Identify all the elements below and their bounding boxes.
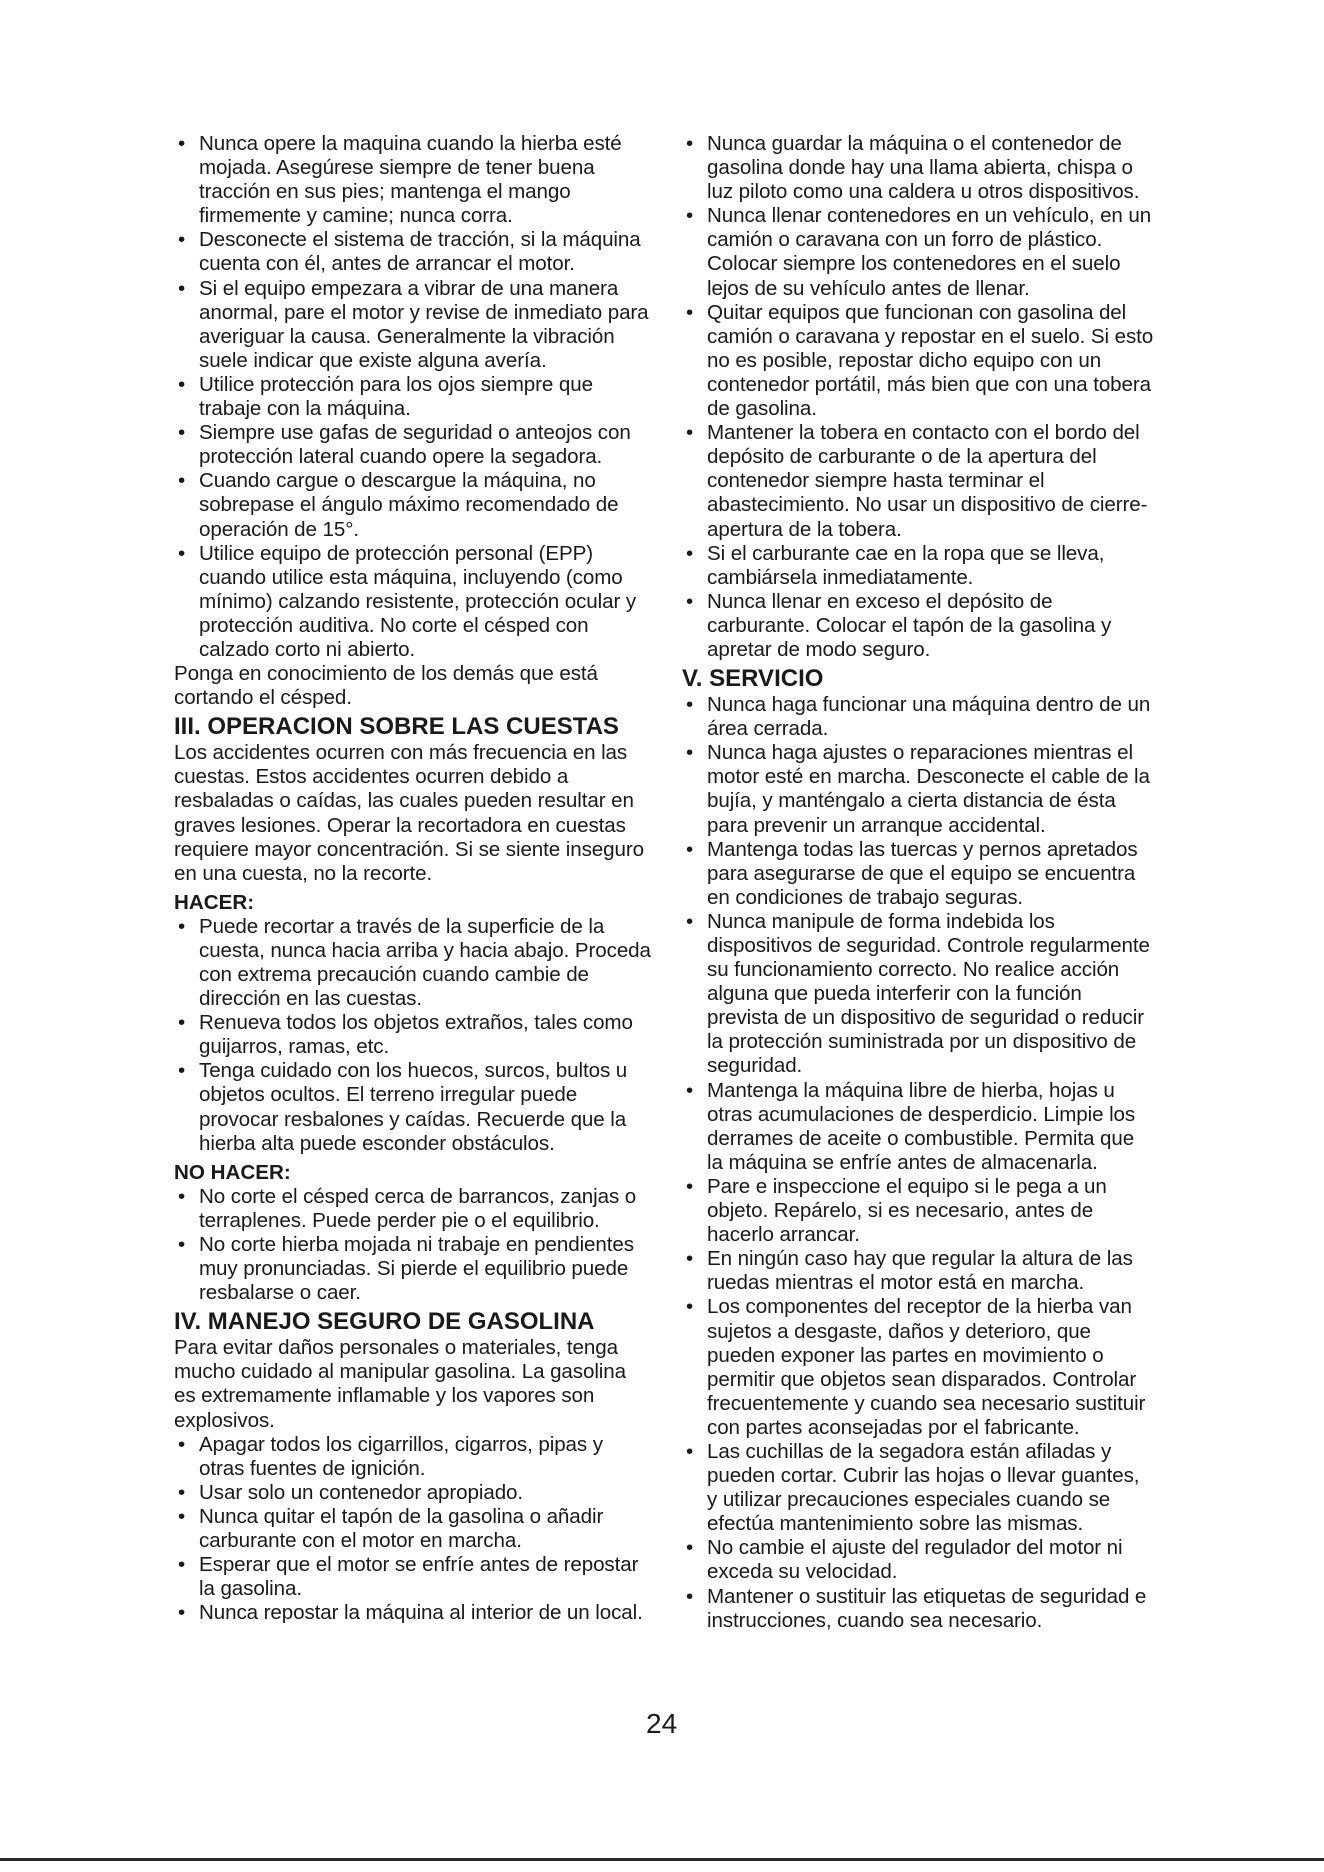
list-item: • Las cuchillas de la segadora están afiladas y pueden cortar. Cubrir las hojas o llevar guantes, y utilizar precauciones especiales cuando se efectúa mantenimiento sobre las mismas.	[682, 1440, 1154, 1536]
closing-paragraph: Ponga en conocimiento de los demás que está cortando el césped.	[174, 662, 598, 710]
list-item: • Pare e inspeccione el equipo si le pega a un objeto. Repárelo, si es necesario, antes de hacerlo arrancar.	[682, 1175, 1154, 1247]
list-item: • Usar solo un contenedor apropiado.	[174, 1481, 652, 1505]
list-item: • Nunca guardar la máquina o el contenedor de gasolina donde hay una llama abierta, chispa o luz piloto como una caldera u otros dispositivos.	[682, 132, 1154, 204]
dont-heading: NO HACER:	[174, 1160, 291, 1184]
dont-list	[174, 1185, 652, 1305]
list-item: • No corte el césped cerca de barrancos, zanjas o terraplenes. Puede perder pie o el equilibrio.	[174, 1185, 652, 1233]
list-item: • Apagar todos los cigarrillos, cigarros, pipas y otras fuentes de ignición.	[174, 1433, 652, 1481]
gasoline-list-continued	[682, 132, 1154, 662]
gasoline-intro: Para evitar daños personales o materiales, tenga mucho cuidado al manipular gasolina. La gasolina es extremamente inflamable y los vapores son explosivos.	[174, 1336, 626, 1432]
list-item: • No corte hierba mojada ni trabaje en pendientes muy pronunciadas. Si pierde el equilibrio puede resbalarse o caer.	[174, 1233, 652, 1305]
list-item: • Utilice equipo de protección personal (EPP) cuando utilice esta máquina, incluyendo (como mínimo) calzando resistente, protección ocular y protección auditiva. No corte el césped con calzado corto ni abierto.	[174, 542, 652, 662]
list-item: • Nunca llenar contenedores en un vehículo, en un camión o caravana con un forro de plástico. Colocar siempre los contenedores en el suelo lejos de su vehículo antes de llenar.	[682, 204, 1154, 300]
left-column	[174, 132, 652, 1625]
list-item: • Tenga cuidado con los huecos, surcos, bultos u objetos ocultos. El terreno irregular puede provocar resbalones y caídas. Recuerde que la hierba alta puede esconder obstáculos.	[174, 1059, 652, 1155]
list-item: • Nunca haga funcionar una máquina dentro de un área cerrada.	[682, 693, 1154, 741]
page-number: 24	[646, 1708, 678, 1739]
list-item: • Siempre use gafas de seguridad o anteojos con protección lateral cuando opere la segadora.	[174, 421, 652, 469]
do-list	[174, 915, 652, 1156]
list-item: • Nunca opere la maquina cuando la hierba esté mojada. Asegúrese siempre de tener buena tracción en sus pies; mantenga el mango firmemente y camine; nunca corra.	[174, 132, 652, 228]
service-list	[682, 693, 1154, 1633]
slopes-intro: Los accidentes ocurren con más frecuencia en las cuestas. Estos accidentes ocurren debido a resbaladas o caídas, las cuales pueden resultar en graves lesiones. Operar la recortadora en cuestas requiere mayor concentración. Si se siente inseguro en una cuesta, no la recorte.	[174, 741, 644, 885]
list-item: • Renueva todos los objetos extraños, tales como guijarros, ramas, etc.	[174, 1011, 652, 1059]
section-heading-gasoline: IV. MANEJO SEGURO DE GASOLINA	[174, 1308, 595, 1336]
list-item: • Quitar equipos que funcionan con gasolina del camión o caravana y repostar en el suelo. Si esto no es posible, repostar dicho equipo con un contenedor portátil, más bien que con una tobera de gasolina.	[682, 301, 1154, 421]
list-item: • Nunca haga ajustes o reparaciones mientras el motor esté en marcha. Desconecte el cable de la bujía, y manténgalo a cierta distancia de ésta para prevenir un arranque accidental.	[682, 741, 1154, 837]
list-item: • Si el carburante cae en la ropa que se lleva, cambiársela inmediatamente.	[682, 542, 1154, 590]
list-item: • Mantener la tobera en contacto con el bordo del depósito de carburante o de la apertura del contenedor siempre hasta terminar el abastecimiento. No usar un dispositivo de cierre-apertura de la tobera.	[682, 421, 1154, 541]
list-item: • Puede recortar a través de la superficie de la cuesta, nunca hacia arriba y hacia abajo. Proceda con extrema precaución cuando cambie de dirección en las cuestas.	[174, 915, 652, 1011]
list-item: • No cambie el ajuste del regulador del motor ni exceda su velocidad.	[682, 1536, 1154, 1584]
list-item: • Los componentes del receptor de la hierba van sujetos a desgaste, daños y deterioro, que pueden exponer las partes en movimiento o permitir que objetos sean disparados. Controlar frecuentemente y cuando sea necesario sustituir con partes aconsejadas por el fabricante.	[682, 1295, 1154, 1440]
list-item: • Mantenga todas las tuercas y pernos apretados para asegurarse de que el equipo se encuentra en condiciones de trabajo seguras.	[682, 838, 1154, 910]
list-item: • Desconecte el sistema de tracción, si la máquina cuenta con él, antes de arrancar el motor.	[174, 228, 652, 276]
list-item: • Nunca manipule de forma indebida los dispositivos de seguridad. Controle regularmente su funcionamiento correcto. No realice acción alguna que pueda interferir con la función prevista de un dispositivo de seguridad o reducir la protección suministrada por un dispositivo de seguridad.	[682, 910, 1154, 1079]
list-item: • En ningún caso hay que regular la altura de las ruedas mientras el motor está en marcha.	[682, 1247, 1154, 1295]
do-heading: HACER:	[174, 890, 255, 914]
list-item: • Si el equipo empezara a vibrar de una manera anormal, pare el motor y revise de inmediato para averiguar la causa. Generalmente la vibración suele indicar que existe alguna avería.	[174, 277, 652, 373]
list-item: • Nunca llenar en exceso el depósito de carburante. Colocar el tapón de la gasolina y apretar de modo seguro.	[682, 590, 1154, 662]
list-item: • Mantener o sustituir las etiquetas de seguridad e instrucciones, cuando sea necesario.	[682, 1585, 1154, 1633]
list-item: • Esperar que el motor se enfríe antes de repostar la gasolina.	[174, 1553, 652, 1601]
list-item: • Utilice protección para los ojos siempre que trabaje con la máquina.	[174, 373, 652, 421]
bottom-divider	[0, 1858, 1324, 1861]
safety-bullet-list	[174, 132, 652, 662]
list-item: • Nunca repostar la máquina al interior de un local.	[174, 1601, 652, 1625]
list-item: • Nunca quitar el tapón de la gasolina o añadir carburante con el motor en marcha.	[174, 1505, 652, 1553]
list-item: • Mantenga la máquina libre de hierba, hojas u otras acumulaciones de desperdicio. Limpie los derrames de aceite o combustible. Permita que la máquina se enfríe antes de almacenarla.	[682, 1079, 1154, 1175]
section-heading-slopes: III. OPERACION SOBRE LAS CUESTAS	[174, 713, 619, 741]
right-column	[682, 132, 1154, 1633]
list-item: • Cuando cargue o descargue la máquina, no sobrepase el ángulo máximo recomendado de operación de 15°.	[174, 469, 652, 541]
section-heading-service: V. SERVICIO	[682, 665, 824, 693]
gasoline-list	[174, 1433, 652, 1626]
